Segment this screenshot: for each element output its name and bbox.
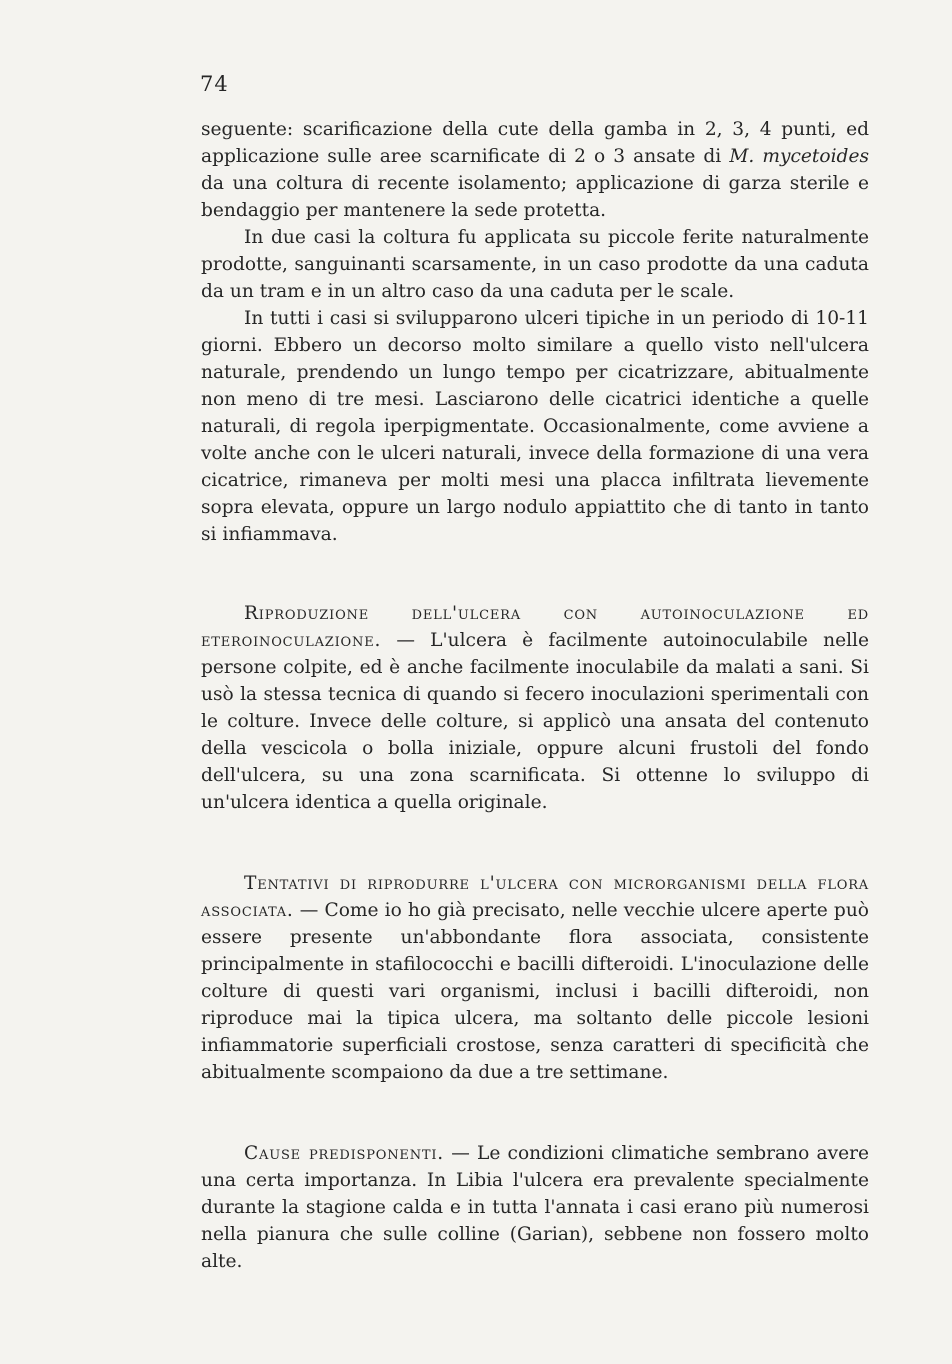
paragraph-2: In due casi la coltura fu applicata su piccole ferite naturalmente prodotte, sanguinanti scarsamente, in un caso prodotte da una caduta da un tram e in un altro caso da una caduta per le scale. [201, 227, 869, 302]
paragraph-1-end: da una coltura di recente isolamento; applicazione di garza sterile e bendaggio per mantenere la sede protetta. [201, 173, 869, 221]
page-number: 74 [200, 72, 229, 96]
species-name: M. mycetoides [729, 146, 869, 167]
section-heading: Tentativi di riprodurre l'ulcera con microrganismi della flora associata. [201, 873, 869, 921]
section-riproduzione [201, 600, 869, 816]
section-heading: Cause predisponenti. [244, 1143, 445, 1164]
section-spacer [201, 816, 869, 870]
paragraph-1-text: seguente: scarificazione della cute della gamba in 2, 3, 4 punti, ed applicazione sulle aree scarnificate di 2 o 3 ansate di [201, 119, 869, 167]
text-column [201, 116, 869, 1275]
paragraph-continuation [201, 116, 869, 224]
section-body: — Come io ho già precisato, nelle vecchie ulcere aperte può essere presente un'abbondante flora associata, consistente principalmente in stafilococchi e bacilli difteroidi. L'inoculazione delle colture di questi vari organismi, inclusi i bacilli difteroidi, non riproduce mai la tipica ulcera, ma soltanto delle piccole lesioni infiammatorie superficiali crostose, senza caratteri di specificità che abitualmente scompaiono da due a tre settimane. [201, 900, 869, 1083]
section-spacer [201, 548, 869, 600]
section-heading: Riproduzione dell'ulcera con autoinoculazione ed eteroinoculazione. [201, 603, 869, 651]
section-tentativi [201, 870, 869, 1086]
section-body: — L'ulcera è facilmente autoinoculabile nelle persone colpite, ed è anche facilmente inoculabile da malati a sani. Si usò la stessa tecnica di quando si fecero inoculazioni sperimentali con le colture. Invece delle colture, si applicò una ansata del contenuto della vescicola o bolla iniziale, oppure alcuni frustoli del fondo dell'ulcera, su una zona scarnificata. Si ottenne lo sviluppo di un'ulcera identica a quella originale. [201, 630, 869, 813]
paragraph-3: In tutti i casi si svilupparono ulceri tipiche in un periodo di 10-11 giorni. Ebbero un decorso molto similare a quello visto nell'ulcera naturale, prendendo un lungo tempo per cicatrizzare, abitualmente non meno di tre mesi. Lasciarono delle cicatrici identiche a quelle naturali, di regola iperpigmentate. Occasionalmente, come avviene a volte anche con le ulceri naturali, invece della formazione di una vera cicatrice, rimaneva per molti mesi una placca infiltrata lievemente sopra elevata, oppure un largo nodulo appiattito che di tanto in tanto si infiammava. [201, 308, 869, 545]
section-spacer [201, 1086, 869, 1140]
section-body: — Le condizioni climatiche sembrano avere una certa importanza. In Libia l'ulcera era prevalente specialmente durante la stagione calda e in tutta l'annata i casi erano più numerosi nella pianura che sulle colline (Garian), sebbene non fossero molto alte. [201, 1143, 869, 1272]
section-cause [201, 1140, 869, 1275]
